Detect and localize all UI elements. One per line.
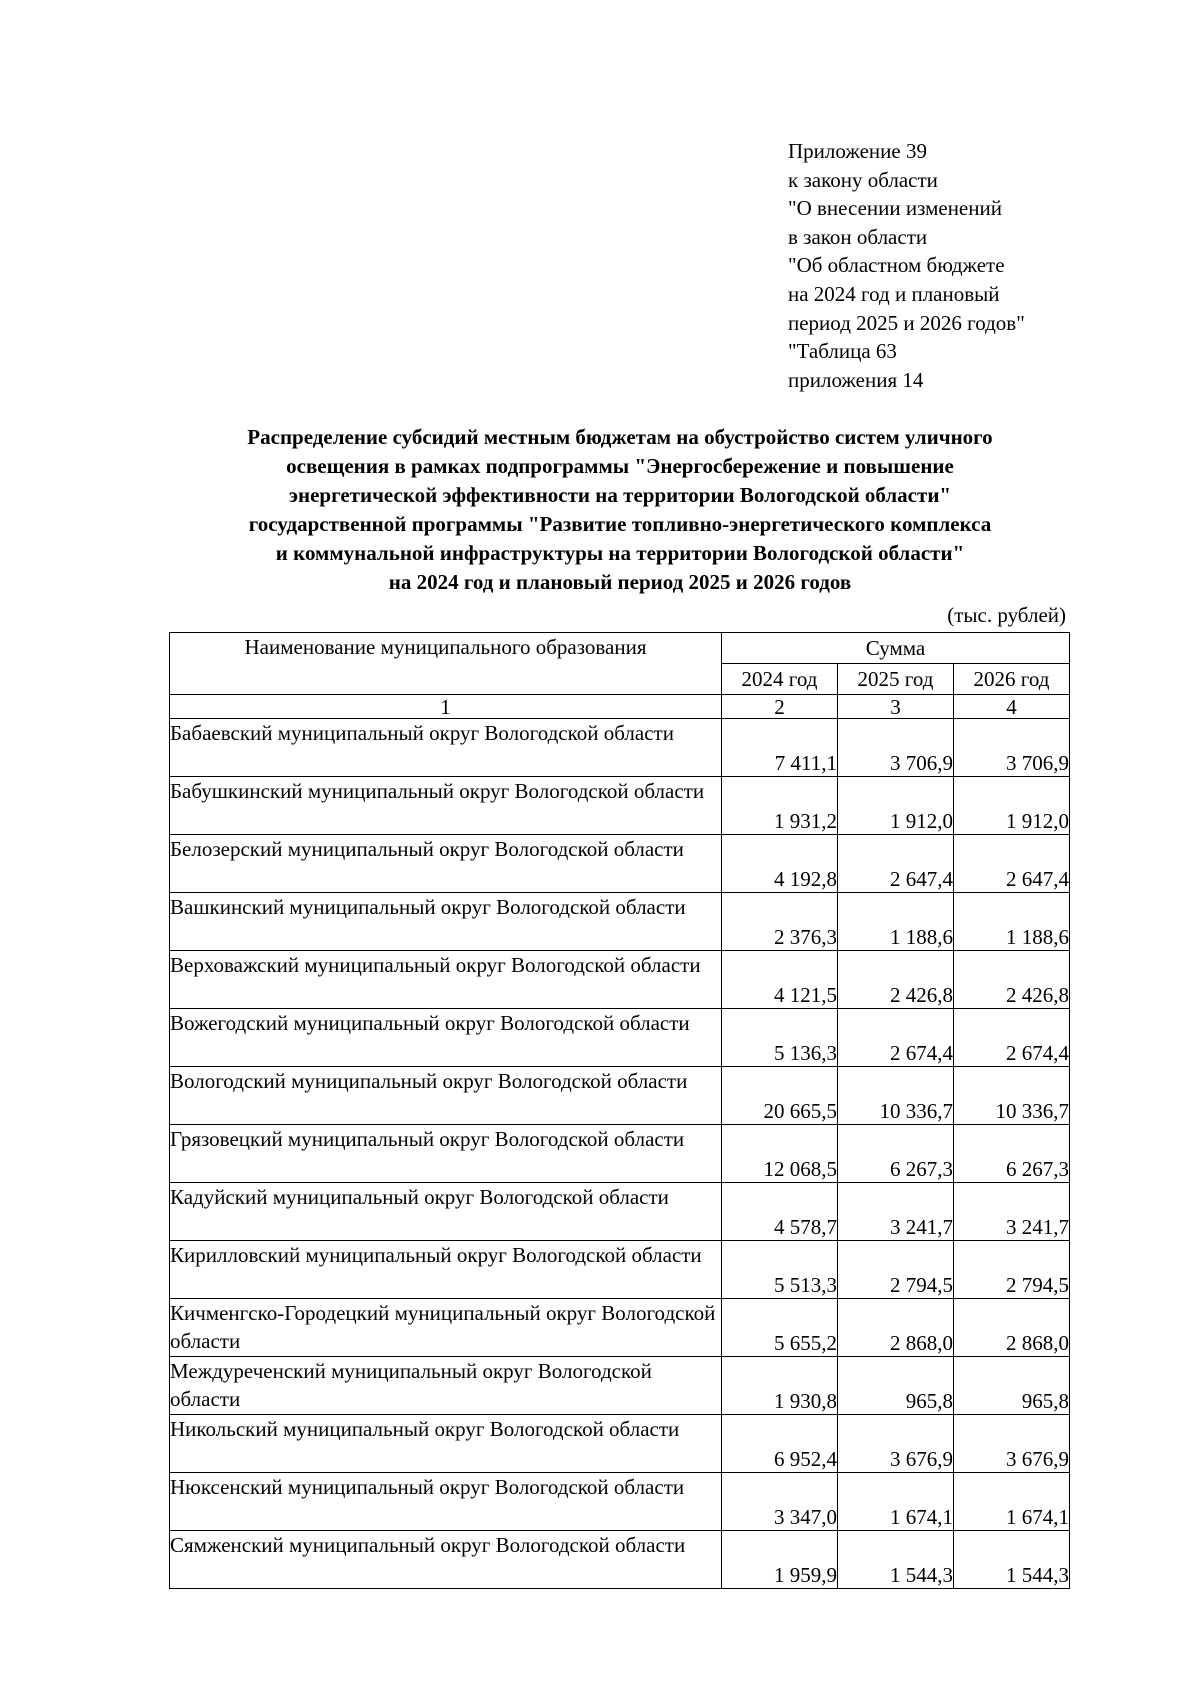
amount-2024: 4 578,7 (722, 1183, 838, 1241)
appendix-line: к закону области (788, 167, 938, 192)
column-number: 2 (722, 695, 838, 719)
table-row (170, 1009, 1070, 1067)
appendix-line: в закон области (788, 224, 928, 249)
amount-2025: 1 188,6 (838, 893, 954, 951)
table-row (170, 1125, 1070, 1183)
appendix-line: "Таблица 63 (788, 339, 897, 364)
amount-2026: 3 676,9 (954, 1415, 1070, 1473)
amount-2025: 1 674,1 (838, 1473, 954, 1531)
amount-2024: 2 376,3 (722, 893, 838, 951)
amount-2024: 3 347,0 (722, 1473, 838, 1531)
municipality-name: Нюксенский муниципальный округ Вологодской области (170, 1473, 722, 1531)
municipality-name: Вологодский муниципальный округ Вологодской области (170, 1067, 722, 1125)
municipality-name: Белозерский муниципальный округ Вологодской области (170, 835, 722, 893)
amount-2024: 1 959,9 (722, 1531, 838, 1589)
subsidy-table (169, 632, 1070, 1589)
amount-2024: 4 192,8 (722, 835, 838, 893)
appendix-line: "Об областном бюджете (788, 253, 1005, 278)
municipality-name: Междуреченский муниципальный округ Вологодской области (170, 1357, 722, 1415)
amount-2026: 965,8 (954, 1357, 1070, 1415)
column-number: 4 (954, 695, 1070, 719)
title-line: государственной программы "Развитие топливно-энергетического комплекса (248, 512, 992, 536)
appendix-line: на 2024 год и плановый (788, 281, 1000, 306)
amount-2025: 2 426,8 (838, 951, 954, 1009)
document-title (160, 423, 1080, 597)
table-row (170, 1183, 1070, 1241)
amount-2026: 2 674,4 (954, 1009, 1070, 1067)
table-row (170, 1473, 1070, 1531)
municipality-name: Верховажский муниципальный округ Вологодской области (170, 951, 722, 1009)
amount-2025: 3 706,9 (838, 719, 954, 777)
municipality-name: Грязовецкий муниципальный округ Вологодской области (170, 1125, 722, 1183)
amount-2024: 12 068,5 (722, 1125, 838, 1183)
appendix-reference (788, 137, 1025, 394)
amount-2024: 5 136,3 (722, 1009, 838, 1067)
table-row (170, 893, 1070, 951)
amount-2024: 1 930,8 (722, 1357, 838, 1415)
table-row (170, 835, 1070, 893)
table-row (170, 777, 1070, 835)
header-sum: Сумма (722, 633, 1070, 664)
amount-2026: 2 868,0 (954, 1299, 1070, 1357)
table-row (170, 1299, 1070, 1357)
amount-2026: 2 794,5 (954, 1241, 1070, 1299)
appendix-line: "О внесении изменений (788, 196, 1002, 221)
title-line: энергетической эффективности на территории Вологодской области" (288, 483, 952, 507)
title-line: на 2024 год и плановый период 2025 и 2026 годов (388, 570, 852, 594)
amount-2026: 10 336,7 (954, 1067, 1070, 1125)
amount-2024: 1 931,2 (722, 777, 838, 835)
amount-2026: 2 647,4 (954, 835, 1070, 893)
municipality-name: Никольский муниципальный округ Вологодской области (170, 1415, 722, 1473)
table-row (170, 1067, 1070, 1125)
amount-2024: 5 513,3 (722, 1241, 838, 1299)
amount-2026: 2 426,8 (954, 951, 1070, 1009)
amount-2024: 5 655,2 (722, 1299, 838, 1357)
municipality-name: Кичменгско-Городецкий муниципальный округ Вологодской области (170, 1299, 722, 1357)
amount-2026: 1 912,0 (954, 777, 1070, 835)
municipality-name: Вожегодский муниципальный округ Вологодской области (170, 1009, 722, 1067)
municipality-name: Вашкинский муниципальный округ Вологодской области (170, 893, 722, 951)
amount-2026: 6 267,3 (954, 1125, 1070, 1183)
appendix-line: период 2025 и 2026 годов" (788, 310, 1025, 335)
table-row (170, 1415, 1070, 1473)
amount-2025: 10 336,7 (838, 1067, 954, 1125)
appendix-line: Приложение 39 (788, 139, 927, 163)
amount-2025: 2 647,4 (838, 835, 954, 893)
header-year-2024: 2024 год (722, 664, 838, 695)
appendix-line: приложения 14 (788, 367, 924, 392)
column-number: 3 (838, 695, 954, 719)
amount-2024: 7 411,1 (722, 719, 838, 777)
table-row (170, 1531, 1070, 1589)
municipality-name: Бабушкинский муниципальный округ Вологодской области (170, 777, 722, 835)
amount-2024: 6 952,4 (722, 1415, 838, 1473)
title-line: и коммунальной инфраструктуры на территории Вологодской области" (275, 541, 965, 565)
amount-2024: 20 665,5 (722, 1067, 838, 1125)
amount-2025: 3 676,9 (838, 1415, 954, 1473)
title-line: освещения в рамках подпрограммы "Энергосбережение и повышение (286, 454, 954, 478)
amount-2025: 6 267,3 (838, 1125, 954, 1183)
title-line: Распределение субсидий местным бюджетам на обустройство систем уличного (247, 425, 993, 449)
header-year-2025: 2025 год (838, 664, 954, 695)
amount-2026: 1 544,3 (954, 1531, 1070, 1589)
municipality-name: Сямженский муниципальный округ Вологодской области (170, 1531, 722, 1589)
municipality-name: Кадуйский муниципальный округ Вологодской области (170, 1183, 722, 1241)
amount-2025: 3 241,7 (838, 1183, 954, 1241)
amount-2025: 1 544,3 (838, 1531, 954, 1589)
amount-2026: 3 241,7 (954, 1183, 1070, 1241)
amount-2025: 1 912,0 (838, 777, 954, 835)
table-row (170, 951, 1070, 1009)
amount-2026: 1 188,6 (954, 893, 1070, 951)
amount-2025: 2 868,0 (838, 1299, 954, 1357)
amount-2025: 2 794,5 (838, 1241, 954, 1299)
table-row (170, 719, 1070, 777)
amount-2024: 4 121,5 (722, 951, 838, 1009)
header-municipality: Наименование муниципального образования (170, 633, 722, 695)
header-year-2026: 2026 год (954, 664, 1070, 695)
amount-2026: 3 706,9 (954, 719, 1070, 777)
table-row (170, 1241, 1070, 1299)
municipality-name: Бабаевский муниципальный округ Вологодской области (170, 719, 722, 777)
amount-2026: 1 674,1 (954, 1473, 1070, 1531)
amount-2025: 965,8 (838, 1357, 954, 1415)
unit-label: (тыс. рублей) (947, 603, 1066, 627)
municipality-name: Кирилловский муниципальный округ Вологодской области (170, 1241, 722, 1299)
table-row (170, 1357, 1070, 1415)
amount-2025: 2 674,4 (838, 1009, 954, 1067)
column-number: 1 (170, 695, 722, 719)
